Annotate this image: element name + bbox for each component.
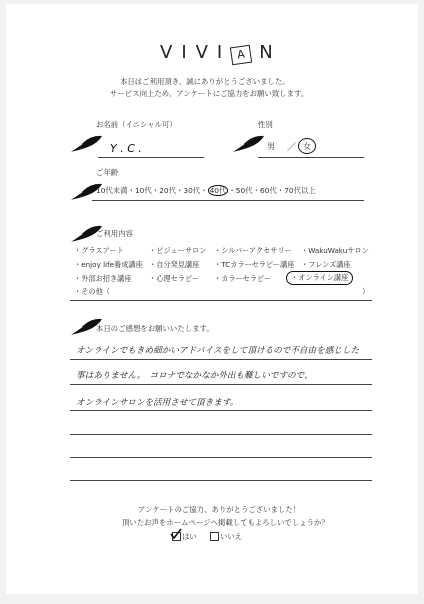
age-option[interactable]: 10代未満	[96, 186, 128, 195]
gender-separator: ／	[287, 143, 297, 153]
questionnaire-sheet	[6, 4, 418, 594]
footer-thanks: アンケートのご協力、ありがとうございました！	[138, 505, 301, 514]
usage-item[interactable]: ・enjoy life養成講座	[74, 260, 143, 269]
comments-label: 本日のご感想をお願いいたします。	[96, 324, 214, 333]
gender-male[interactable]: 男	[267, 142, 275, 151]
age-option[interactable]: 70代以上	[284, 186, 316, 195]
age-label: ご年齢	[96, 168, 119, 177]
age-option[interactable]: 30代	[183, 186, 201, 195]
gender-female[interactable]: 女	[303, 142, 311, 151]
comment-rule	[70, 410, 372, 411]
usage-item[interactable]: ・グラスアート	[74, 246, 124, 255]
feather-pen-icon	[68, 224, 104, 244]
usage-item[interactable]: ・外部お招き講座	[74, 274, 132, 283]
usage-item[interactable]: ・フレンズ講座	[301, 260, 351, 269]
logo-text-right: N	[259, 42, 282, 63]
age-underline	[92, 200, 364, 201]
consent-no-label[interactable]: いいえ	[220, 532, 243, 541]
usage-other[interactable]: ・その他（	[74, 287, 110, 296]
name-label: お名前（イニシャル可）	[96, 120, 177, 129]
comment-rule	[70, 384, 372, 385]
name-underline	[98, 157, 204, 158]
age-option-selected[interactable]: 40代	[209, 186, 227, 195]
usage-item[interactable]: ・シルバーアクセサリー	[214, 246, 292, 255]
comment-line-1: オンラインでもきめ細かいアドバイスをして頂けるので不自由を感じした	[76, 346, 360, 356]
gender-underline	[258, 157, 364, 158]
usage-item[interactable]: ・TCカラーセラピー講座	[214, 260, 295, 269]
comment-rule	[70, 359, 372, 360]
age-option[interactable]: 50代	[235, 186, 253, 195]
usage-underline	[70, 300, 372, 301]
comment-rule	[70, 434, 372, 435]
comment-rule	[70, 480, 372, 481]
age-options: 10代未満・10代・20代・30代・ 40代 ・50代・60代・70代以上	[96, 186, 316, 195]
feather-pen-icon	[68, 134, 104, 154]
checkmark-icon	[170, 528, 182, 540]
usage-item[interactable]: ・自分発見講座	[149, 260, 200, 269]
intro-line-1: 本日はご利用頂き、誠にありがとうございました。	[120, 77, 290, 86]
logo-text-left: VIVI	[160, 42, 232, 63]
vivian-logo	[160, 42, 282, 64]
usage-item[interactable]: ・WakuWakuサロン	[301, 246, 369, 255]
comment-line-2: 事はありません。 コロナでなかなか外出も難しいですので、	[76, 371, 313, 381]
name-value: Y . C .	[110, 142, 142, 155]
age-option[interactable]: 60代	[260, 186, 277, 195]
usage-other-close: ）	[362, 287, 370, 296]
usage-label: ご利用内容	[96, 229, 133, 238]
comment-rule	[70, 457, 372, 458]
intro-line-2: サービス向上ため、アンケートにご協力をお願い致します。	[110, 89, 309, 98]
consent-yes-label[interactable]: はい	[182, 532, 197, 541]
usage-item[interactable]: ・ビジューサロン	[149, 246, 207, 255]
gender-selection-circle	[298, 138, 316, 154]
usage-item-selected[interactable]: ・オンライン講座	[286, 271, 353, 285]
gender-label: 性別	[258, 120, 273, 129]
logo-emblem	[230, 45, 252, 66]
age-option[interactable]: 20代	[159, 186, 176, 195]
feather-pen-icon	[230, 134, 266, 154]
consent-no-checkbox[interactable]	[210, 532, 219, 541]
footer-question: 頂いたお声をホームページへ掲載してもよろしいでしょうか？	[122, 518, 329, 527]
age-option[interactable]: 10代	[134, 186, 152, 195]
logo-emblem-letter: A	[236, 47, 246, 62]
comment-line-3: オンラインサロンを活用させて頂きます。	[76, 398, 239, 408]
usage-item[interactable]: ・カラーセラピー	[214, 274, 272, 283]
usage-item[interactable]: ・心理セラピー	[149, 274, 200, 283]
